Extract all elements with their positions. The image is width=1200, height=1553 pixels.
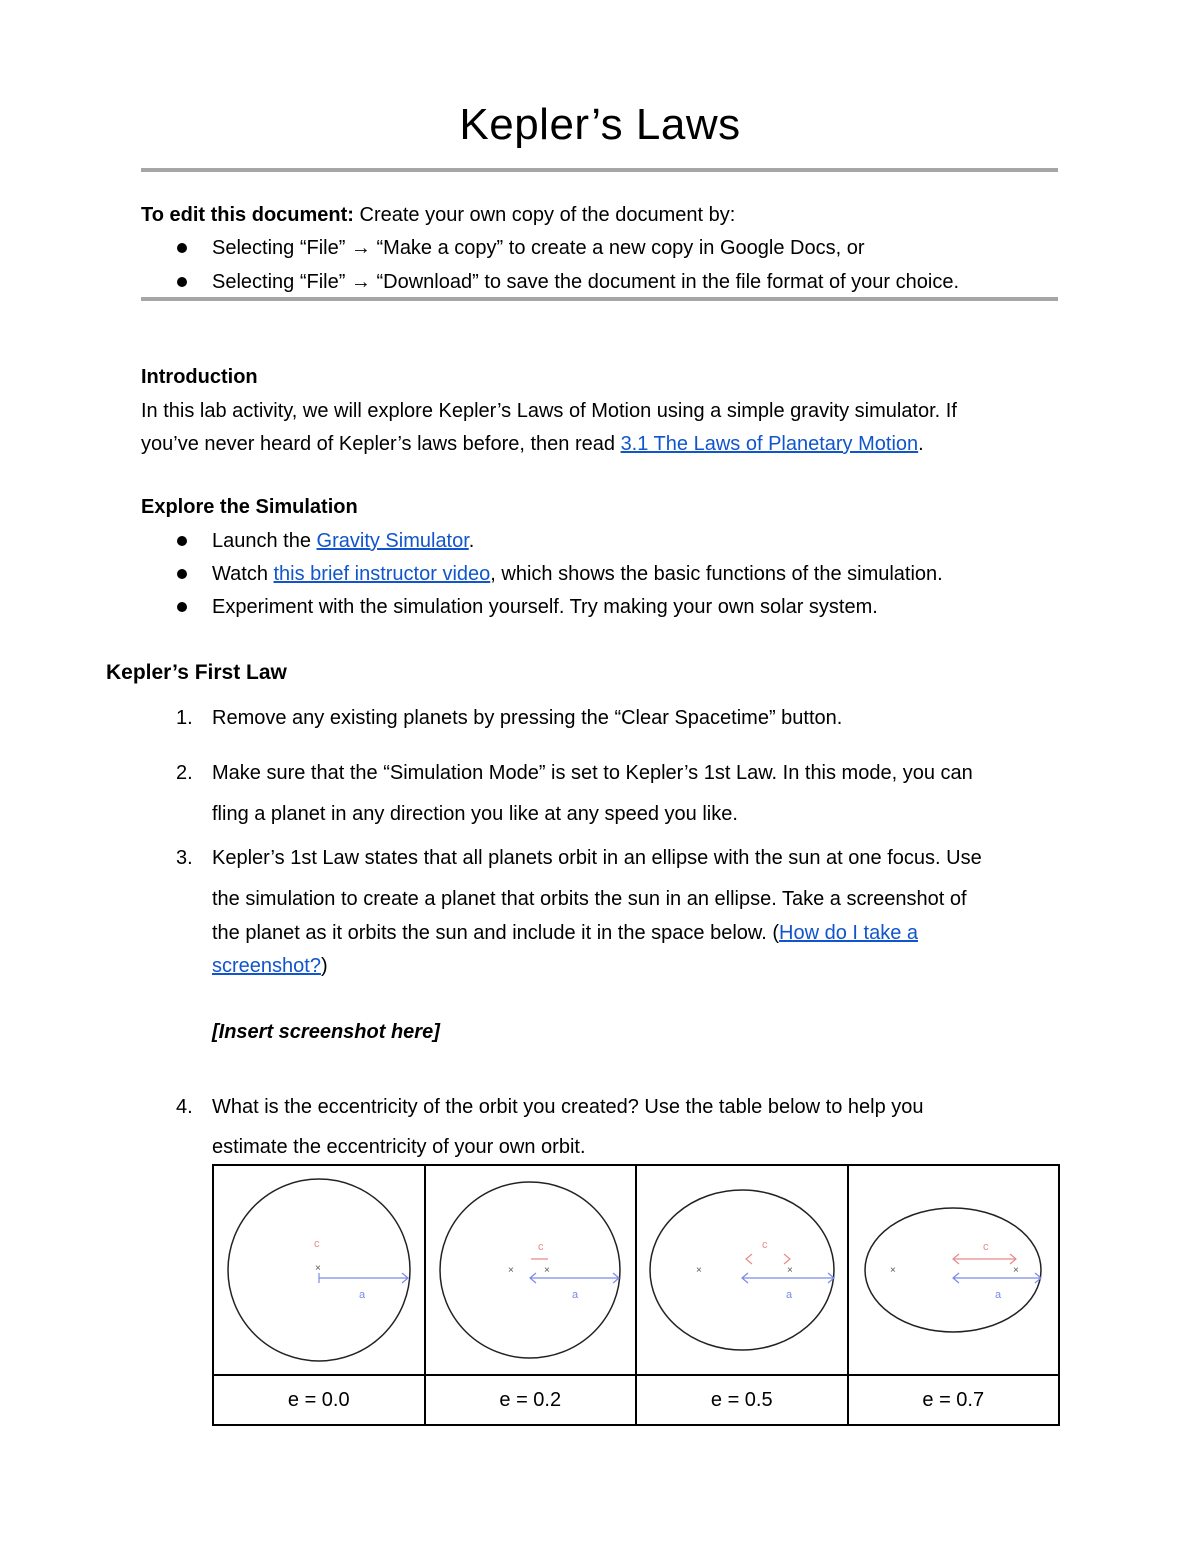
- explore-bullet-3: Experiment with the simulation yourself. Try making your own solar system.: [212, 596, 878, 618]
- step-3-line-4: [212, 950, 328, 983]
- label-row: [213, 1375, 1059, 1425]
- laws-of-planetary-motion-link[interactable]: 3.1 The Laws of Planetary Motion: [620, 433, 919, 455]
- edit-notice-divider: [141, 297, 1058, 301]
- focus-marker: ×: [508, 1265, 515, 1276]
- a-label: a: [785, 1289, 792, 1301]
- bullet-icon: [177, 243, 187, 253]
- c-label: c: [538, 1241, 544, 1253]
- orbit-diagram-e0: [219, 1170, 419, 1370]
- bullet-icon: [177, 602, 187, 612]
- explore-bullet-1-text: Launch the: [212, 530, 317, 552]
- c-label: c: [983, 1241, 989, 1253]
- step-2-line-2: fling a planet in any direction you like at any speed you like.: [212, 803, 738, 825]
- a-label: a: [995, 1289, 1002, 1301]
- a-label: a: [358, 1289, 365, 1301]
- c-arrowhead: [784, 1254, 790, 1264]
- explore-bullet-2-end: , which shows the basic functions of the simulation.: [490, 563, 943, 585]
- explore-bullet-1-end: .: [468, 530, 475, 552]
- c-arrowhead: [746, 1254, 752, 1264]
- orbit-diagram-e05: [642, 1170, 842, 1370]
- diagram-row: [213, 1165, 1059, 1375]
- focus-marker: ×: [695, 1265, 702, 1276]
- diagram-cell: [213, 1165, 425, 1375]
- eccentricity-label: e = 0.2: [425, 1375, 637, 1425]
- bullet-icon: [177, 536, 187, 546]
- orbit-ellipse: [440, 1182, 620, 1358]
- focus-marker: ×: [1013, 1265, 1020, 1276]
- explore-bullet-1: [212, 525, 474, 558]
- screenshot-help-link[interactable]: How do I take a: [779, 922, 918, 944]
- introduction-line-2-end: .: [918, 433, 924, 455]
- gravity-simulator-link[interactable]: Gravity Simulator: [316, 530, 469, 552]
- c-label: c: [313, 1238, 320, 1250]
- introduction-line-2-text: you’ve never heard of Kepler’s laws before, then read: [141, 433, 621, 455]
- eccentricity-label: e = 0.0: [213, 1375, 425, 1425]
- introduction-line-2: [141, 428, 924, 461]
- introduction-line-1: In this lab activity, we will explore Kepler’s Laws of Motion using a simple gravity simulator. If: [141, 400, 957, 422]
- bullet-icon: [177, 569, 187, 579]
- orbit-ellipse: [650, 1190, 834, 1350]
- step-3-line-3: [212, 917, 918, 950]
- step-3-line-4-end: ): [320, 955, 328, 977]
- list-number: 3.: [176, 847, 193, 869]
- page-title: Kepler’s Laws: [459, 100, 741, 149]
- edit-notice-label: To edit this document:: [141, 204, 354, 226]
- focus-marker: ×: [544, 1265, 551, 1276]
- list-number: 2.: [176, 762, 193, 784]
- screenshot-help-link-cont[interactable]: screenshot?: [212, 955, 321, 977]
- eccentricity-label: e = 0.5: [636, 1375, 848, 1425]
- a-label: a: [572, 1289, 579, 1301]
- step-3-line-1: Kepler’s 1st Law states that all planets orbit in an ellipse with the sun at one focus. Use: [212, 847, 982, 869]
- instructor-video-link[interactable]: this brief instructor video: [273, 563, 491, 585]
- step-3-line-3-text: the planet as it orbits the sun and include it in the space below. (: [212, 922, 780, 944]
- list-number: 4.: [176, 1096, 193, 1118]
- orbit-diagram-e02: [430, 1170, 630, 1370]
- explore-heading: Explore the Simulation: [141, 496, 358, 518]
- step-3-line-2: the simulation to create a planet that orbits the sun in an ellipse. Take a screenshot of: [212, 888, 967, 910]
- orbit-diagram-e07: [853, 1170, 1053, 1370]
- list-number: 1.: [176, 707, 193, 729]
- introduction-heading: Introduction: [141, 366, 258, 388]
- explore-bullet-2: [212, 558, 943, 591]
- edit-notice: [141, 199, 735, 232]
- c-label: c: [761, 1239, 768, 1251]
- diagram-cell: [636, 1165, 848, 1375]
- explore-bullet-2-text: Watch: [212, 563, 274, 585]
- edit-bullet-1: Selecting “File” → “Make a copy” to create a new copy in Google Docs, or: [212, 237, 865, 259]
- edit-notice-text: Create your own copy of the document by:: [353, 204, 736, 226]
- focus-marker: ×: [890, 1265, 897, 1276]
- step-1-line-1: Remove any existing planets by pressing the “Clear Spacetime” button.: [212, 707, 843, 729]
- step-4-line-1: What is the eccentricity of the orbit you created? Use the table below to help you: [212, 1096, 924, 1118]
- focus-marker: ×: [314, 1263, 321, 1274]
- title-divider: [141, 168, 1058, 172]
- bullet-icon: [177, 277, 187, 287]
- edit-bullet-2: Selecting “File” → “Download” to save the document in the file format of your choice.: [212, 271, 960, 293]
- step-4-line-2: estimate the eccentricity of your own orbit.: [212, 1136, 586, 1158]
- step-2-line-1: Make sure that the “Simulation Mode” is set to Kepler’s 1st Law. In this mode, you can: [212, 762, 973, 784]
- eccentricity-table: [212, 1164, 1060, 1426]
- screenshot-placeholder[interactable]: [Insert screenshot here]: [212, 1021, 440, 1043]
- eccentricity-label: e = 0.7: [848, 1375, 1060, 1425]
- first-law-heading: Kepler’s First Law: [106, 661, 287, 684]
- focus-marker: ×: [786, 1265, 793, 1276]
- diagram-cell: [425, 1165, 637, 1375]
- diagram-cell: [848, 1165, 1060, 1375]
